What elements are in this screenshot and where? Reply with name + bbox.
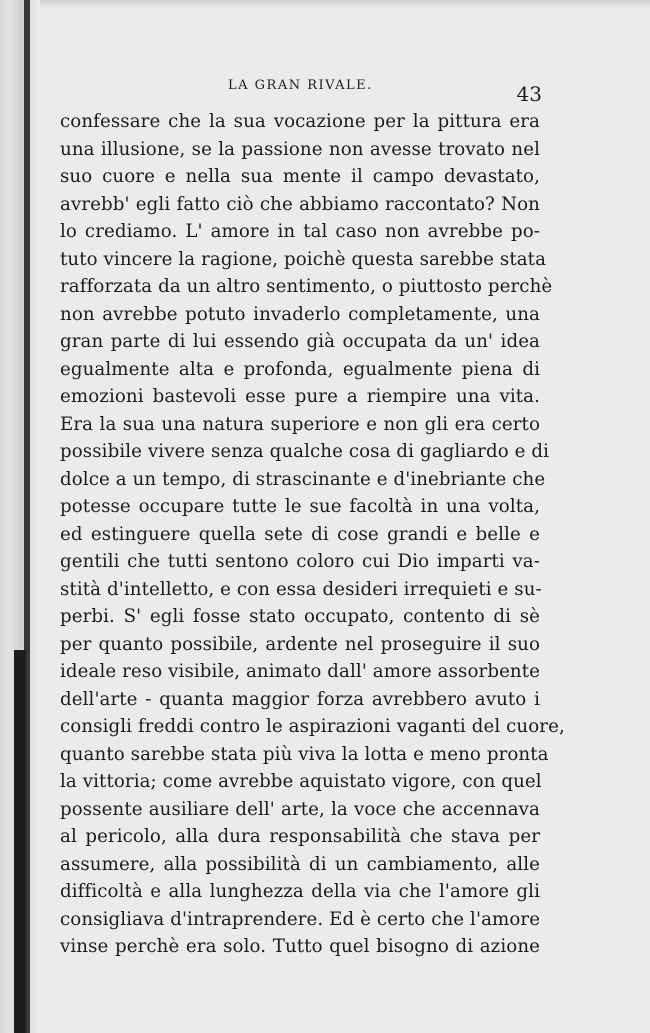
top-page-edge xyxy=(40,0,650,8)
text-line: dolce a un tempo, di strascinante e d'inebriante che xyxy=(60,468,546,490)
text-line: gran parte di lui essendo già occupata da un' idea xyxy=(60,331,540,352)
text-line: gentili che tutti sentono coloro cui Dio imparti va- xyxy=(60,551,540,572)
text-line: per quanto possibile, ardente nel proseguire il suo xyxy=(60,633,540,655)
text-line: rafforzata da un altro sentimento, o piuttosto perchè xyxy=(60,276,553,297)
text-line: emozioni bastevoli esse pure a riempire una vita. xyxy=(60,386,540,407)
spine-edge-lower xyxy=(14,650,26,1033)
text-line: potesse occupare tutte le sue facoltà in una volta, xyxy=(60,496,540,517)
text-line: una illusione, se la passione non avesse trovato nel xyxy=(60,138,540,160)
running-head xyxy=(60,78,560,108)
text-line: consigliava d'intraprendere. Ed è certo che l'amore xyxy=(60,908,541,930)
page-number: 43 xyxy=(516,82,542,106)
text-line: ideale reso visibile, animato dall' amore assorbente xyxy=(60,661,541,682)
book-page xyxy=(60,78,565,961)
text-line: assumere, alla possibilità di un cambiamento, alle xyxy=(60,853,540,875)
text-line: confessare che la sua vocazione per la pittura era xyxy=(60,111,540,132)
text-line: non avrebbe potuto invaderlo completamente, una xyxy=(60,303,540,325)
text-line: ed estinguere quella sete di cose grandi e belle e xyxy=(60,523,540,545)
text-line: suo cuore e nella sua mente il campo devastato, xyxy=(60,166,540,187)
text-line: consigli freddi contro le aspirazioni vaganti del cuore, xyxy=(60,716,565,737)
text-line: dell'arte - quanta maggior forza avrebbero avuto i xyxy=(60,688,540,710)
text-line: al pericolo, alla dura responsabilità che stava per xyxy=(60,826,540,847)
text-line: possente ausiliare dell' arte, la voce che accennava xyxy=(60,798,540,820)
body-text xyxy=(60,108,565,961)
text-line: tuto vincere la ragione, poichè questa sarebbe stata xyxy=(60,248,547,270)
text-line: vinse perchè era solo. Tutto quel bisogno di azione xyxy=(60,936,540,957)
text-line: difficoltà e alla lunghezza della via che l'amore gli xyxy=(60,881,540,902)
text-line: quanto sarebbe stata più viva la lotta e meno pronta xyxy=(60,743,549,765)
text-line: stità d'intelletto, e con essa desideri irrequieti e su- xyxy=(60,578,542,600)
text-line: possibile vivere senza qualche cosa di gagliardo e di xyxy=(60,441,550,462)
text-line: la vittoria; come avrebbe aquistato vigore, con quel xyxy=(60,771,542,792)
text-line: avrebb' egli fatto ciò che abbiamo raccontato? Non xyxy=(60,193,540,215)
text-line: egualmente alta e profonda, egualmente piena di xyxy=(60,358,540,380)
chapter-title: LA GRAN RIVALE. xyxy=(228,78,373,93)
text-line: lo crediamo. L' amore in tal caso non avrebbe po- xyxy=(60,221,540,242)
text-line: Era la sua una natura superiore e non gli era certo xyxy=(60,413,540,435)
text-line: perbi. S' egli fosse stato occupato, contento di sè xyxy=(60,606,540,627)
